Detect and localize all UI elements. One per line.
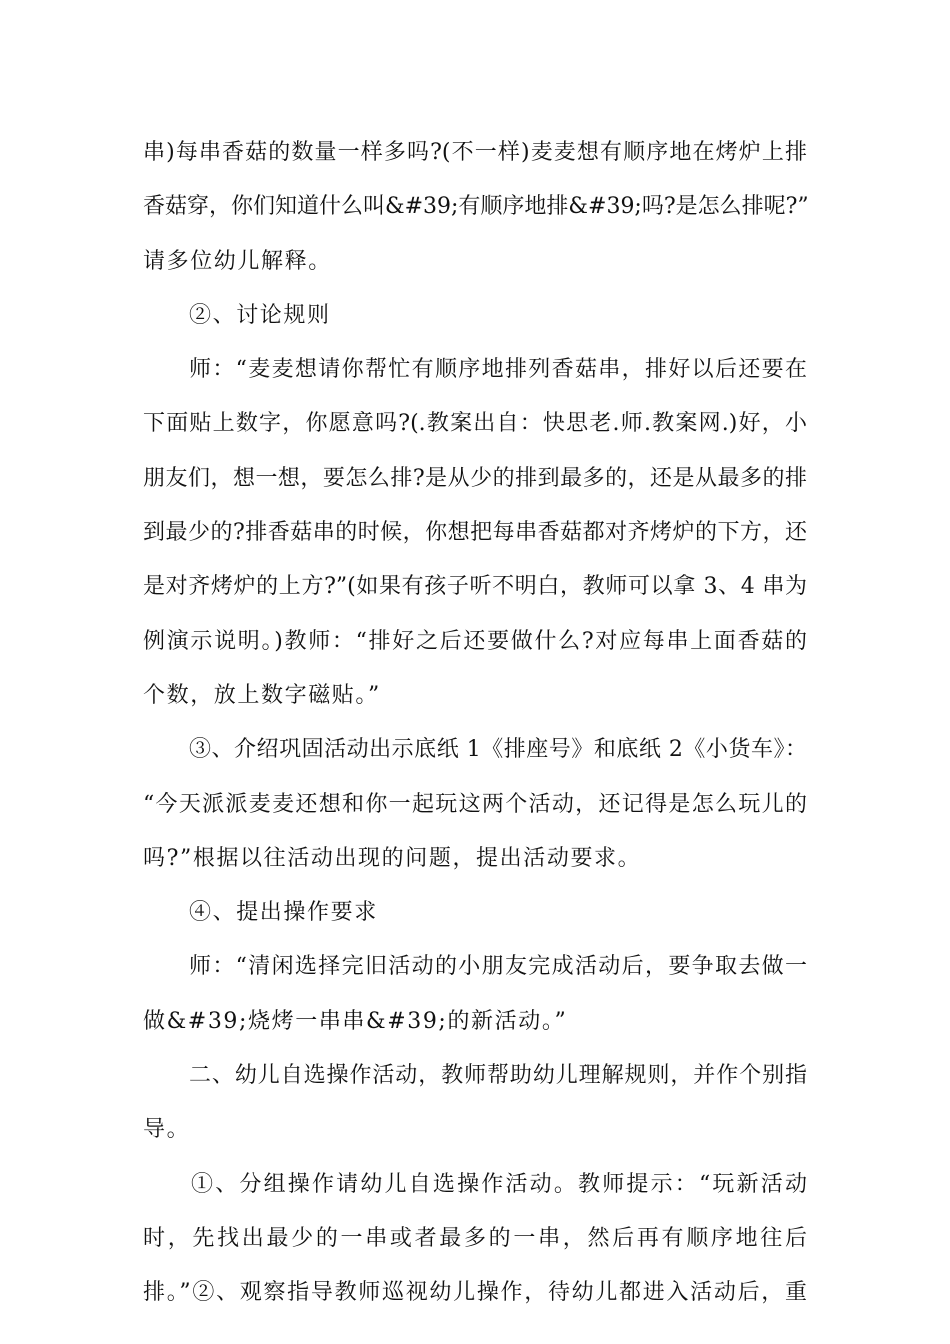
text-line: 排。”②、观察指导教师巡视幼儿操作，待幼儿都进入活动后，重 (143, 1280, 807, 1306)
text-line: 朋友们，想一想，要怎么排?是从少的排到最多的，还是从最多的排 (143, 465, 807, 491)
text-line: 师：“麦麦想请你帮忙有顺序地排列香菇串，排好以后还要在 (189, 357, 807, 383)
text-line: 个数，放上数字磁贴。” (143, 682, 381, 708)
section-heading: ②、讨论规则 (189, 302, 331, 328)
text-line: 导。 (143, 1117, 191, 1143)
text-line: 下面贴上数字，你愿意吗?(.教案出自：快思老.师.教案网.)好，小 (143, 411, 807, 437)
text-line: 例演示说明。)教师：“排好之后还要做什么?对应每串上面香菇的 (143, 628, 807, 654)
text-line: ①、分组操作请幼儿自选操作活动。教师提示：“玩新活动 (191, 1171, 807, 1197)
text-line: 香菇穿，你们知道什么叫&#39;有顺序地排&#39;吗?是怎么排呢?” (143, 194, 809, 220)
text-line: 到最少的?排香菇串的时候，你想把每串香菇都对齐烤炉的下方，还 (143, 520, 807, 546)
text-line: ③、介绍巩固活动出示底纸 1《排座号》和底纸 2《小货车》： (189, 737, 807, 763)
text-line: 做&#39;烧烤一串串&#39;的新活动。” (143, 1008, 568, 1034)
text-line: 吗?”根据以往活动出现的问题，提出活动要求。 (143, 845, 642, 871)
text-line: “今天派派麦麦还想和你一起玩这两个活动，还记得是怎么玩儿的 (143, 791, 807, 817)
text-line: 串)每串香菇的数量一样多吗?(不一样)麦麦想有顺序地在烤炉上排 (143, 140, 807, 165)
text-line: 请多位幼儿解释。 (143, 248, 332, 274)
text-line: 是对齐烤炉的上方?”(如果有孩子听不明白，教师可以拿 3、4 串为 (143, 574, 807, 600)
text-line: 师：“清闲选择完旧活动的小朋友完成活动后，要争取去做一 (189, 954, 807, 980)
section-heading: ④、提出操作要求 (189, 900, 378, 926)
text-line: 时，先找出最少的一串或者最多的一串，然后再有顺序地往后 (143, 1225, 807, 1251)
section-heading: 二、幼儿自选操作活动，教师帮助幼儿理解规则，并作个别指 (189, 1063, 807, 1089)
document-body (143, 126, 807, 1321)
